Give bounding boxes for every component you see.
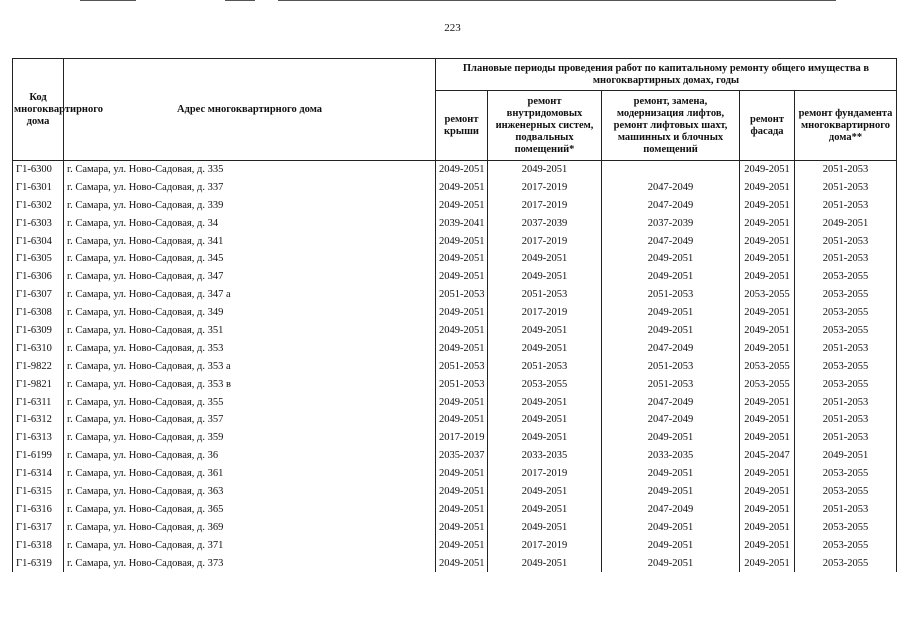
table-row: [13, 304, 897, 322]
systems-period-cell: 2049-2051: [488, 483, 602, 501]
lifts-period-cell: 2047-2049: [602, 411, 740, 429]
table-row: [13, 465, 897, 483]
systems-period-cell: 2017-2019: [488, 537, 602, 555]
foundation-period-cell: 2053-2055: [795, 268, 897, 286]
lifts-period-cell: 2047-2049: [602, 179, 740, 197]
building-code-cell: Г1-6306: [13, 268, 64, 286]
systems-period-cell: 2049-2051: [488, 429, 602, 447]
table-row: [13, 394, 897, 412]
facade-period-cell: 2049-2051: [740, 501, 795, 519]
roof-period-cell: 2049-2051: [436, 250, 488, 268]
facade-period-cell: 2049-2051: [740, 340, 795, 358]
table-row: [13, 233, 897, 251]
table-row: [13, 197, 897, 215]
foundation-period-cell: 2051-2053: [795, 161, 897, 179]
lifts-period-cell: 2049-2051: [602, 268, 740, 286]
roof-period-cell: 2049-2051: [436, 340, 488, 358]
address-cell: г. Самара, ул. Ново-Садовая, д. 347 а: [64, 286, 436, 304]
address-cell: г. Самара, ул. Ново-Садовая, д. 355: [64, 394, 436, 412]
systems-period-cell: 2017-2019: [488, 233, 602, 251]
facade-period-cell: 2049-2051: [740, 465, 795, 483]
lifts-period-cell: 2049-2051: [602, 483, 740, 501]
table-header: [13, 59, 897, 161]
lifts-period-cell: 2049-2051: [602, 322, 740, 340]
roof-period-cell: 2049-2051: [436, 394, 488, 412]
lifts-period-cell: [602, 161, 740, 179]
address-cell: г. Самара, ул. Ново-Садовая, д. 341: [64, 233, 436, 251]
address-cell: г. Самара, ул. Ново-Садовая, д. 359: [64, 429, 436, 447]
facade-period-cell: 2049-2051: [740, 429, 795, 447]
table-row: [13, 483, 897, 501]
systems-column-header: ремонт внутридомовых инженерных систем, подвальных помещений*: [488, 91, 602, 161]
facade-period-cell: 2049-2051: [740, 537, 795, 555]
lifts-period-cell: 2047-2049: [602, 233, 740, 251]
address-cell: г. Самара, ул. Ново-Садовая, д. 339: [64, 197, 436, 215]
building-code-cell: Г1-6318: [13, 537, 64, 555]
foundation-column-header: ремонт фундамента многоквартирного дома**: [795, 91, 897, 161]
roof-period-cell: 2049-2051: [436, 233, 488, 251]
lifts-period-cell: 2051-2053: [602, 376, 740, 394]
address-cell: г. Самара, ул. Ново-Садовая, д. 347: [64, 268, 436, 286]
roof-period-cell: 2035-2037: [436, 447, 488, 465]
lifts-period-cell: 2051-2053: [602, 286, 740, 304]
foundation-period-cell: 2053-2055: [795, 322, 897, 340]
foundation-period-cell: 2051-2053: [795, 340, 897, 358]
table-row: [13, 286, 897, 304]
building-code-cell: Г1-6300: [13, 161, 64, 179]
building-code-cell: Г1-6313: [13, 429, 64, 447]
lifts-period-cell: 2049-2051: [602, 465, 740, 483]
roof-period-cell: 2049-2051: [436, 465, 488, 483]
facade-period-cell: 2053-2055: [740, 358, 795, 376]
address-cell: г. Самара, ул. Ново-Садовая, д. 361: [64, 465, 436, 483]
table-row: [13, 250, 897, 268]
lifts-period-cell: 2051-2053: [602, 358, 740, 376]
roof-period-cell: 2049-2051: [436, 268, 488, 286]
foundation-period-cell: 2053-2055: [795, 286, 897, 304]
systems-period-cell: 2049-2051: [488, 250, 602, 268]
building-code-cell: Г1-6316: [13, 501, 64, 519]
scan-artifact-line: [278, 0, 836, 1]
building-code-cell: Г1-6310: [13, 340, 64, 358]
table-row: [13, 179, 897, 197]
lifts-period-cell: 2047-2049: [602, 394, 740, 412]
foundation-period-cell: 2051-2053: [795, 429, 897, 447]
facade-period-cell: 2049-2051: [740, 411, 795, 429]
roof-period-cell: 2049-2051: [436, 411, 488, 429]
building-code-cell: Г1-9821: [13, 376, 64, 394]
roof-period-cell: 2049-2051: [436, 197, 488, 215]
systems-period-cell: 2051-2053: [488, 286, 602, 304]
foundation-period-cell: 2051-2053: [795, 411, 897, 429]
foundation-period-cell: 2051-2053: [795, 501, 897, 519]
table-row: [13, 268, 897, 286]
building-code-cell: Г1-6307: [13, 286, 64, 304]
foundation-period-cell: 2051-2053: [795, 394, 897, 412]
roof-period-cell: 2049-2051: [436, 537, 488, 555]
roof-period-cell: 2049-2051: [436, 304, 488, 322]
foundation-period-cell: 2049-2051: [795, 215, 897, 233]
roof-period-cell: 2051-2053: [436, 286, 488, 304]
building-code-cell: Г1-6314: [13, 465, 64, 483]
scan-artifact-line: [225, 0, 255, 1]
foundation-period-cell: 2053-2055: [795, 358, 897, 376]
scan-artifact-line: [80, 0, 136, 1]
roof-period-cell: 2049-2051: [436, 483, 488, 501]
building-code-cell: Г1-6309: [13, 322, 64, 340]
systems-period-cell: 2037-2039: [488, 215, 602, 233]
foundation-period-cell: 2053-2055: [795, 537, 897, 555]
building-code-cell: Г1-6315: [13, 483, 64, 501]
foundation-period-cell: 2051-2053: [795, 197, 897, 215]
roof-period-cell: 2049-2051: [436, 555, 488, 573]
address-cell: г. Самара, ул. Ново-Садовая, д. 371: [64, 537, 436, 555]
address-cell: г. Самара, ул. Ново-Садовая, д. 335: [64, 161, 436, 179]
systems-period-cell: 2049-2051: [488, 394, 602, 412]
facade-period-cell: 2049-2051: [740, 179, 795, 197]
facade-period-cell: 2045-2047: [740, 447, 795, 465]
facade-period-cell: 2049-2051: [740, 197, 795, 215]
lifts-period-cell: 2049-2051: [602, 537, 740, 555]
lifts-period-cell: 2049-2051: [602, 250, 740, 268]
systems-period-cell: 2049-2051: [488, 268, 602, 286]
table-row: [13, 537, 897, 555]
lifts-period-cell: 2049-2051: [602, 304, 740, 322]
facade-period-cell: 2049-2051: [740, 519, 795, 537]
systems-period-cell: 2049-2051: [488, 340, 602, 358]
address-cell: г. Самара, ул. Ново-Садовая, д. 365: [64, 501, 436, 519]
building-code-cell: Г1-6302: [13, 197, 64, 215]
foundation-period-cell: 2053-2055: [795, 304, 897, 322]
facade-period-cell: 2049-2051: [740, 483, 795, 501]
foundation-period-cell: 2053-2055: [795, 519, 897, 537]
roof-period-cell: 2039-2041: [436, 215, 488, 233]
table-row: [13, 447, 897, 465]
facade-period-cell: 2049-2051: [740, 555, 795, 573]
building-code-cell: Г1-6312: [13, 411, 64, 429]
systems-period-cell: 2017-2019: [488, 197, 602, 215]
repair-schedule-table: [12, 58, 897, 572]
address-cell: г. Самара, ул. Ново-Садовая, д. 353: [64, 340, 436, 358]
facade-period-cell: 2049-2051: [740, 161, 795, 179]
facade-period-cell: 2053-2055: [740, 376, 795, 394]
building-code-cell: Г1-9822: [13, 358, 64, 376]
building-code-cell: Г1-6304: [13, 233, 64, 251]
lifts-column-header: ремонт, замена, модернизация лифтов, ремонт лифтовых шахт, машинных и блочных помещений: [602, 91, 740, 161]
address-cell: г. Самара, ул. Ново-Садовая, д. 363: [64, 483, 436, 501]
facade-period-cell: 2049-2051: [740, 268, 795, 286]
address-cell: г. Самара, ул. Ново-Садовая, д. 337: [64, 179, 436, 197]
lifts-period-cell: 2033-2035: [602, 447, 740, 465]
table-row: [13, 376, 897, 394]
facade-column-header: ремонт фасада: [740, 91, 795, 161]
roof-column-header: ремонт крыши: [436, 91, 488, 161]
building-code-cell: Г1-6317: [13, 519, 64, 537]
roof-period-cell: 2049-2051: [436, 519, 488, 537]
address-cell: г. Самара, ул. Ново-Садовая, д. 36: [64, 447, 436, 465]
address-column-header: Адрес многоквартирного дома: [64, 59, 436, 161]
table-row: [13, 215, 897, 233]
building-code-cell: Г1-6303: [13, 215, 64, 233]
facade-period-cell: 2049-2051: [740, 304, 795, 322]
facade-period-cell: 2049-2051: [740, 215, 795, 233]
roof-period-cell: 2051-2053: [436, 358, 488, 376]
facade-period-cell: 2049-2051: [740, 394, 795, 412]
address-cell: г. Самара, ул. Ново-Садовая, д. 369: [64, 519, 436, 537]
systems-period-cell: 2053-2055: [488, 376, 602, 394]
table-row: [13, 519, 897, 537]
roof-period-cell: 2049-2051: [436, 161, 488, 179]
address-cell: г. Самара, ул. Ново-Садовая, д. 373: [64, 555, 436, 573]
address-cell: г. Самара, ул. Ново-Садовая, д. 34: [64, 215, 436, 233]
systems-period-cell: 2049-2051: [488, 555, 602, 573]
systems-period-cell: 2017-2019: [488, 179, 602, 197]
lifts-period-cell: 2047-2049: [602, 197, 740, 215]
building-code-cell: Г1-6301: [13, 179, 64, 197]
roof-period-cell: 2049-2051: [436, 501, 488, 519]
foundation-period-cell: 2051-2053: [795, 233, 897, 251]
table-body: [13, 161, 897, 573]
table-row: [13, 340, 897, 358]
page-number: 223: [444, 22, 461, 34]
table-row: [13, 161, 897, 179]
building-code-cell: Г1-6311: [13, 394, 64, 412]
lifts-period-cell: 2037-2039: [602, 215, 740, 233]
roof-period-cell: 2017-2019: [436, 429, 488, 447]
facade-period-cell: 2049-2051: [740, 250, 795, 268]
address-cell: г. Самара, ул. Ново-Садовая, д. 353 а: [64, 358, 436, 376]
foundation-period-cell: 2053-2055: [795, 555, 897, 573]
table-row: [13, 322, 897, 340]
address-cell: г. Самара, ул. Ново-Садовая, д. 357: [64, 411, 436, 429]
table-row: [13, 358, 897, 376]
facade-period-cell: 2053-2055: [740, 286, 795, 304]
facade-period-cell: 2049-2051: [740, 233, 795, 251]
lifts-period-cell: 2047-2049: [602, 340, 740, 358]
table-row: [13, 411, 897, 429]
roof-period-cell: 2049-2051: [436, 179, 488, 197]
building-code-cell: Г1-6199: [13, 447, 64, 465]
building-code-cell: Г1-6305: [13, 250, 64, 268]
systems-period-cell: 2049-2051: [488, 161, 602, 179]
systems-period-cell: 2051-2053: [488, 358, 602, 376]
lifts-period-cell: 2049-2051: [602, 429, 740, 447]
foundation-period-cell: 2053-2055: [795, 465, 897, 483]
systems-period-cell: 2049-2051: [488, 411, 602, 429]
address-cell: г. Самара, ул. Ново-Садовая, д. 353 в: [64, 376, 436, 394]
roof-period-cell: 2051-2053: [436, 376, 488, 394]
systems-period-cell: 2049-2051: [488, 501, 602, 519]
foundation-period-cell: 2053-2055: [795, 483, 897, 501]
table-row: [13, 555, 897, 573]
address-cell: г. Самара, ул. Ново-Садовая, д. 345: [64, 250, 436, 268]
planned-periods-group-header: Плановые периоды проведения работ по капитальному ремонту общего имущества в многоквартирных домах, годы: [436, 59, 897, 91]
systems-period-cell: 2049-2051: [488, 519, 602, 537]
systems-period-cell: 2049-2051: [488, 322, 602, 340]
table-row: [13, 501, 897, 519]
systems-period-cell: 2017-2019: [488, 304, 602, 322]
lifts-period-cell: 2049-2051: [602, 555, 740, 573]
systems-period-cell: 2017-2019: [488, 465, 602, 483]
foundation-period-cell: 2049-2051: [795, 447, 897, 465]
facade-period-cell: 2049-2051: [740, 322, 795, 340]
building-code-cell: Г1-6308: [13, 304, 64, 322]
lifts-period-cell: 2047-2049: [602, 501, 740, 519]
table-row: [13, 429, 897, 447]
address-cell: г. Самара, ул. Ново-Садовая, д. 351: [64, 322, 436, 340]
roof-period-cell: 2049-2051: [436, 322, 488, 340]
systems-period-cell: 2033-2035: [488, 447, 602, 465]
foundation-period-cell: 2053-2055: [795, 376, 897, 394]
lifts-period-cell: 2049-2051: [602, 519, 740, 537]
address-cell: г. Самара, ул. Ново-Садовая, д. 349: [64, 304, 436, 322]
building-code-cell: Г1-6319: [13, 555, 64, 573]
code-column-header: Код многоквартирного дома: [13, 59, 64, 161]
foundation-period-cell: 2051-2053: [795, 250, 897, 268]
foundation-period-cell: 2051-2053: [795, 179, 897, 197]
